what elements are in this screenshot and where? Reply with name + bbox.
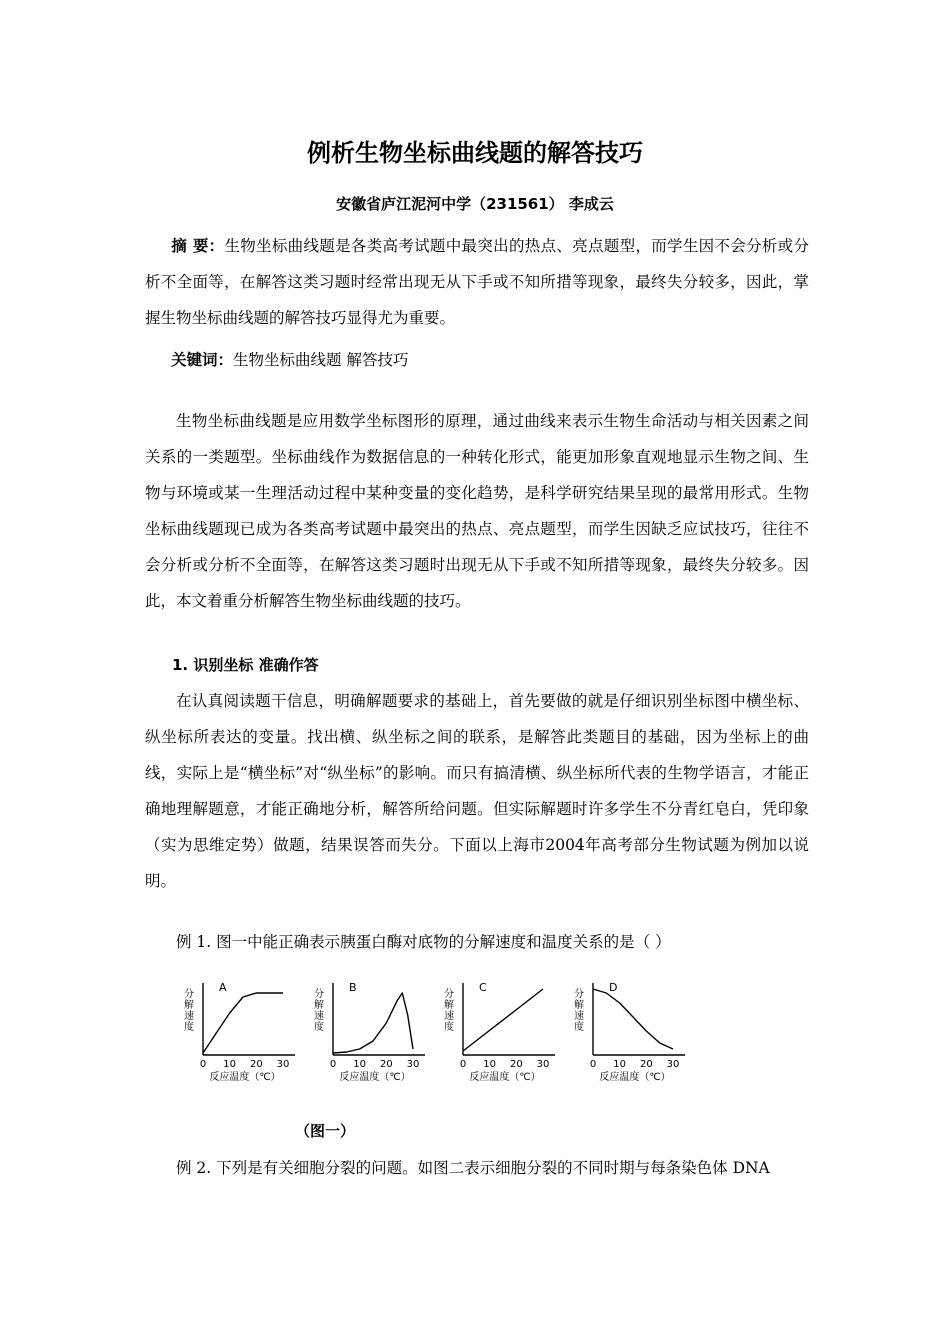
intro-paragraph: 生物坐标曲线题是应用数学坐标图形的原理，通过曲线来表示生物生命活动与相关因素之间关系的一类题型。坐标曲线作为数据信息的一种转化形式，能更加形象直观地显示生物之间、生物与环境或某一生理活动过程中某种变量的变化趋势，是科学研究结果呈现的最常用形式。生物坐标曲线题现已成为各类高考试题中最突出的热点、亮点题型，而学生因缺乏应试技巧，往往不会分析或分析不全面等，在解答这类习题时出现无从下手或不知所措等现象，最终失分较多。因此，本文着重分析解答生物坐标曲线题的技巧。	[145, 412, 809, 610]
chart-c-curve	[463, 989, 543, 1051]
chart-b-tick-label: 20	[379, 1059, 393, 1070]
chart-b-ylabel-char: 速	[314, 1011, 324, 1022]
chart-a-tick-label: 20	[249, 1059, 263, 1070]
section1-paragraph: 在认真阅读题干信息，明确解题要求的基础上，首先要做的就是仔细识别坐标图中横坐标、纵坐标所表达的变量。找出横、纵坐标之间的联系，是解答此类题目的基础，因为坐标上的曲线，实际上是“横坐标”对“纵坐标”的影响。而只有搞清横、纵坐标所代表的生物学语言，才能正确地理解题意，才能正确地分析，解答所给问题。但实际解题时许多学生不分青红皂白，凭印象（实为思维定势）做题，结果误答而失分。下面以上海市2004年高考部分生物试题为例加以说明。	[145, 692, 809, 890]
chart-d-tick-label: 30	[666, 1059, 680, 1070]
chart-c-ylabel-char: 速	[444, 1011, 454, 1022]
section-heading: 1. 识别坐标 准确作答	[172, 656, 319, 674]
chart-b-title: B	[349, 981, 357, 994]
chart-d-ylabel-char: 度	[574, 1022, 584, 1033]
chart-a-ylabel-char: 度	[184, 1022, 194, 1033]
chart-c-tick-label: 30	[536, 1059, 550, 1070]
paper-title: 例析生物坐标曲线题的解答技巧	[307, 139, 643, 167]
example-2: 例 2. 下列是有关细胞分裂的问题。如图二表示细胞分裂的不同时期与每条染色体 DNA	[176, 1159, 770, 1177]
chart-c-tick-label: 0	[459, 1059, 467, 1070]
chart-a-ylabel-char: 速	[184, 1011, 194, 1022]
chart-b-ylabel-char: 度	[314, 1022, 324, 1033]
chart-c-ylabel-char: 解	[444, 1000, 454, 1011]
chart-b-ylabel-char: 解	[314, 1000, 324, 1011]
example-1: 例 1. 图一中能正确表示胰蛋白酶对底物的分解速度和温度关系的是（ ）	[176, 933, 671, 951]
keywords-text: 生物坐标曲线题 解答技巧	[233, 351, 409, 369]
figure-1-charts	[178, 975, 698, 1090]
chart-d-ylabel-char: 速	[574, 1011, 584, 1022]
chart-d-tick-label: 0	[589, 1059, 597, 1070]
chart-d-ylabel-char: 解	[574, 1000, 584, 1011]
abstract-text: 生物坐标曲线题是各类高考试题中最突出的热点、亮点题型，而学生因不会分析或分析不全面等，在解答这类习题时经常出现无从下手或不知所措等现象，最终失分较多，因此，掌握生物坐标曲线题的解答技巧显得尤为重要。	[145, 237, 809, 327]
figure-1	[178, 975, 698, 1090]
chart-a-ylabel-char: 解	[184, 1000, 194, 1011]
chart-c-ylabel-char: 分	[444, 989, 454, 1000]
chart-a-xlabel: 反应温度（℃）	[209, 1072, 281, 1083]
chart-a-title: A	[219, 981, 227, 994]
chart-b-ylabel-char: 分	[314, 989, 324, 1000]
abstract-label: 摘 要：	[171, 237, 225, 255]
chart-b-curve	[333, 993, 413, 1053]
chart-c-tick-label: 20	[509, 1059, 523, 1070]
chart-c-ylabel-char: 度	[444, 1022, 454, 1033]
chart-a-tick-label: 0	[199, 1059, 207, 1070]
chart-c-xlabel: 反应温度（℃）	[469, 1072, 541, 1083]
chart-a-tick-label: 30	[276, 1059, 290, 1070]
figure-caption: （图一）	[295, 1122, 356, 1140]
abstract	[145, 228, 809, 336]
chart-c-tick-label: 10	[483, 1059, 497, 1070]
author-line: 安徽省庐江泥河中学（231561） 李成云	[336, 195, 614, 213]
chart-d-xlabel: 反应温度（℃）	[599, 1072, 671, 1083]
keywords	[145, 342, 809, 378]
chart-b-tick-label: 30	[406, 1059, 420, 1070]
chart-d-title: D	[609, 981, 618, 994]
chart-a-tick-label: 10	[223, 1059, 237, 1070]
chart-a-ylabel-char: 分	[184, 989, 194, 1000]
chart-d-ylabel-char: 分	[574, 989, 584, 1000]
chart-c-title: C	[479, 981, 487, 994]
chart-b-tick-label: 10	[353, 1059, 367, 1070]
chart-a-curve	[203, 993, 283, 1053]
chart-d-tick-label: 10	[613, 1059, 627, 1070]
chart-d-tick-label: 20	[639, 1059, 653, 1070]
chart-b-xlabel: 反应温度（℃）	[339, 1072, 411, 1083]
keywords-label: 关键词：	[171, 351, 234, 369]
chart-d-curve	[593, 989, 673, 1049]
chart-b-tick-label: 0	[329, 1059, 337, 1070]
